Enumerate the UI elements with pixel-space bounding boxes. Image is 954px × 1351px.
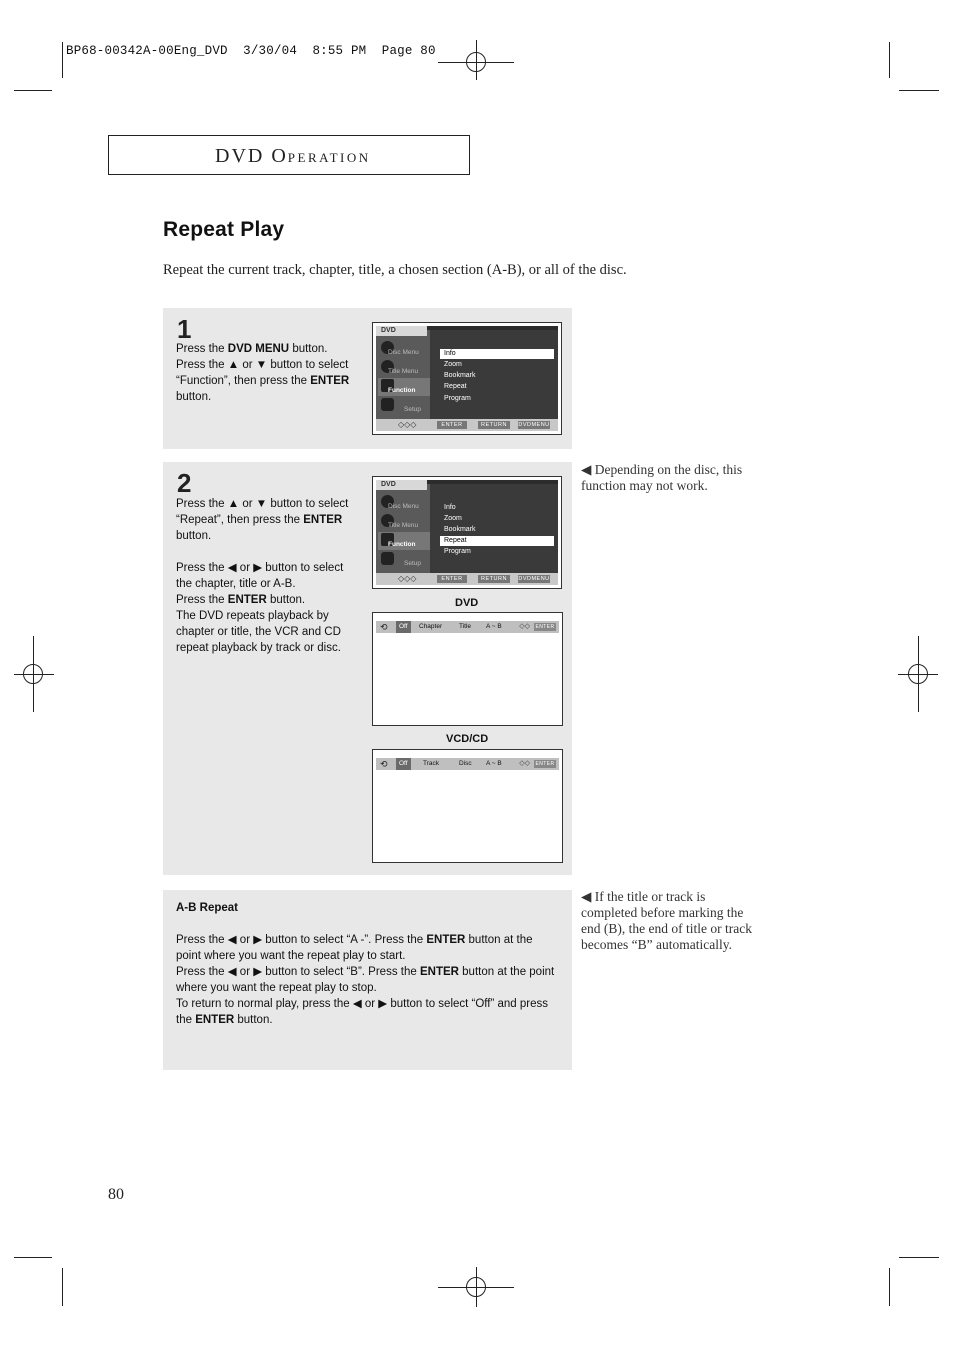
repeat-option-disc: Disc <box>459 760 472 767</box>
osd-function-item: Function <box>378 378 430 396</box>
print-header: BP68-00342A-00Eng_DVD 3/30/04 8:55 PM Page 80 <box>66 44 436 58</box>
osd-setup-item: Setup <box>378 551 430 569</box>
section-header-box <box>108 135 470 175</box>
ab-repeat-heading: A-B Repeat <box>176 902 238 914</box>
repeat-option-off: Off <box>396 758 411 770</box>
dvd-repeat-screen <box>372 612 563 726</box>
osd-menu-program: Program <box>444 395 471 402</box>
osd-setup-item: Setup <box>378 397 430 415</box>
osd-title-menu-item: Title Menu <box>378 359 430 377</box>
osd-menu-info: Info <box>440 349 554 359</box>
osd-disc-menu-item: Disc Menu <box>378 494 430 512</box>
step-1-panel <box>163 308 572 449</box>
repeat-option-track: Track <box>423 760 440 767</box>
osd-button-bar <box>376 419 558 431</box>
osd-function-item: Function <box>378 532 430 550</box>
step-2-instructions: Press the ▲ or ▼ button to select “Repeat”, then press the ENTER button. Press the ◀ or ▶ button to select the chapter, title or A-B. Press the ENTER button. The DVD repeats playback by chapter or title, the VCR and CD repeat playback by track or disc. <box>176 498 349 654</box>
osd-disc-menu-item: Disc Menu <box>378 340 430 358</box>
repeat-option-off: Off <box>396 621 411 633</box>
repeat-option-title: Title <box>459 623 472 630</box>
repeat-option-chapter: Chapter <box>419 623 443 630</box>
ab-repeat-text: A-B Repeat Press the ◀ or ▶ button to select “A -”. Press the ENTER button at the point where you want the repeat play to start. Press the ◀ or ▶ button to select “B”. Press the ENTER button at the point where you want the repeat play to stop. To return to normal play, press the ◀ or ▶ button to select “Off” and press the ENTER button. <box>176 902 555 1026</box>
step-1-number: 1 <box>177 314 192 344</box>
step-2-panel <box>163 462 572 875</box>
osd-dvd-label: DVD <box>381 481 396 488</box>
ab-repeat-panel <box>163 890 572 1070</box>
note-ab-auto: ◀ If the title or track is completed before marking the end (B), the end of title or track becomes “B” automatically. <box>581 889 752 952</box>
dvd-menu-screen-1 <box>372 322 562 435</box>
osd-return-button: RETURN <box>478 421 510 429</box>
osd-dvd-label: DVD <box>381 327 396 334</box>
dvd-screen-caption: DVD <box>455 597 479 609</box>
osd-menu-repeat: Repeat <box>440 536 554 546</box>
nav-icon: ◇◇ <box>519 623 530 630</box>
osd-enter-button: ENTER <box>437 575 467 583</box>
osd-return-button: RETURN <box>478 575 510 583</box>
osd-menu-info: Info <box>444 504 456 511</box>
enter-badge: ENTER <box>535 761 555 767</box>
osd-menu-zoom: Zoom <box>444 515 462 522</box>
intro-text: Repeat the current track, chapter, title, a chosen section (A-B), or all of the disc. <box>163 262 627 278</box>
osd-menu-bookmark: Bookmark <box>444 526 476 533</box>
dvd-menu-screen-2 <box>372 476 562 589</box>
gear-icon <box>381 552 394 565</box>
page-title: Repeat Play <box>163 218 285 241</box>
osd-dvdmenu-button: DVDMENU <box>518 422 550 428</box>
vcd-screen-caption: VCD/CD <box>446 733 489 745</box>
osd-title-menu-item: Title Menu <box>378 513 430 531</box>
nav-icon: ◇◇◇ <box>398 420 417 429</box>
osd-enter-button: ENTER <box>437 421 467 429</box>
gear-icon <box>381 398 394 411</box>
repeat-option-ab: A ~ B <box>486 760 502 767</box>
step-2-number: 2 <box>177 468 192 498</box>
nav-icon: ◇◇ <box>519 760 530 767</box>
step-1-instructions: Press the DVD MENU button. Press the ▲ or ▼ button to select “Function”, then press the ENTER button. <box>176 343 350 403</box>
dvd-repeat-bar <box>376 621 559 633</box>
osd-menu-zoom: Zoom <box>444 361 462 368</box>
osd-menu-repeat: Repeat <box>444 383 467 390</box>
note-disc-dependency: ◀ Depending on the disc, this function may not work. <box>581 462 743 493</box>
vcd-repeat-screen <box>372 749 563 863</box>
repeat-icon: ⟲ <box>380 759 388 769</box>
repeat-icon: ⟲ <box>380 622 388 632</box>
page-number: 80 <box>108 1186 124 1203</box>
section-title: DVD OPERATION <box>215 145 371 167</box>
osd-menu-bookmark: Bookmark <box>444 372 476 379</box>
osd-menu-program: Program <box>444 548 471 555</box>
osd-button-bar <box>376 573 558 585</box>
enter-badge: ENTER <box>535 624 555 630</box>
repeat-option-ab: A ~ B <box>486 623 502 630</box>
nav-icon: ◇◇◇ <box>398 574 417 583</box>
osd-dvdmenu-button: DVDMENU <box>518 576 550 582</box>
vcd-repeat-bar <box>376 758 559 770</box>
